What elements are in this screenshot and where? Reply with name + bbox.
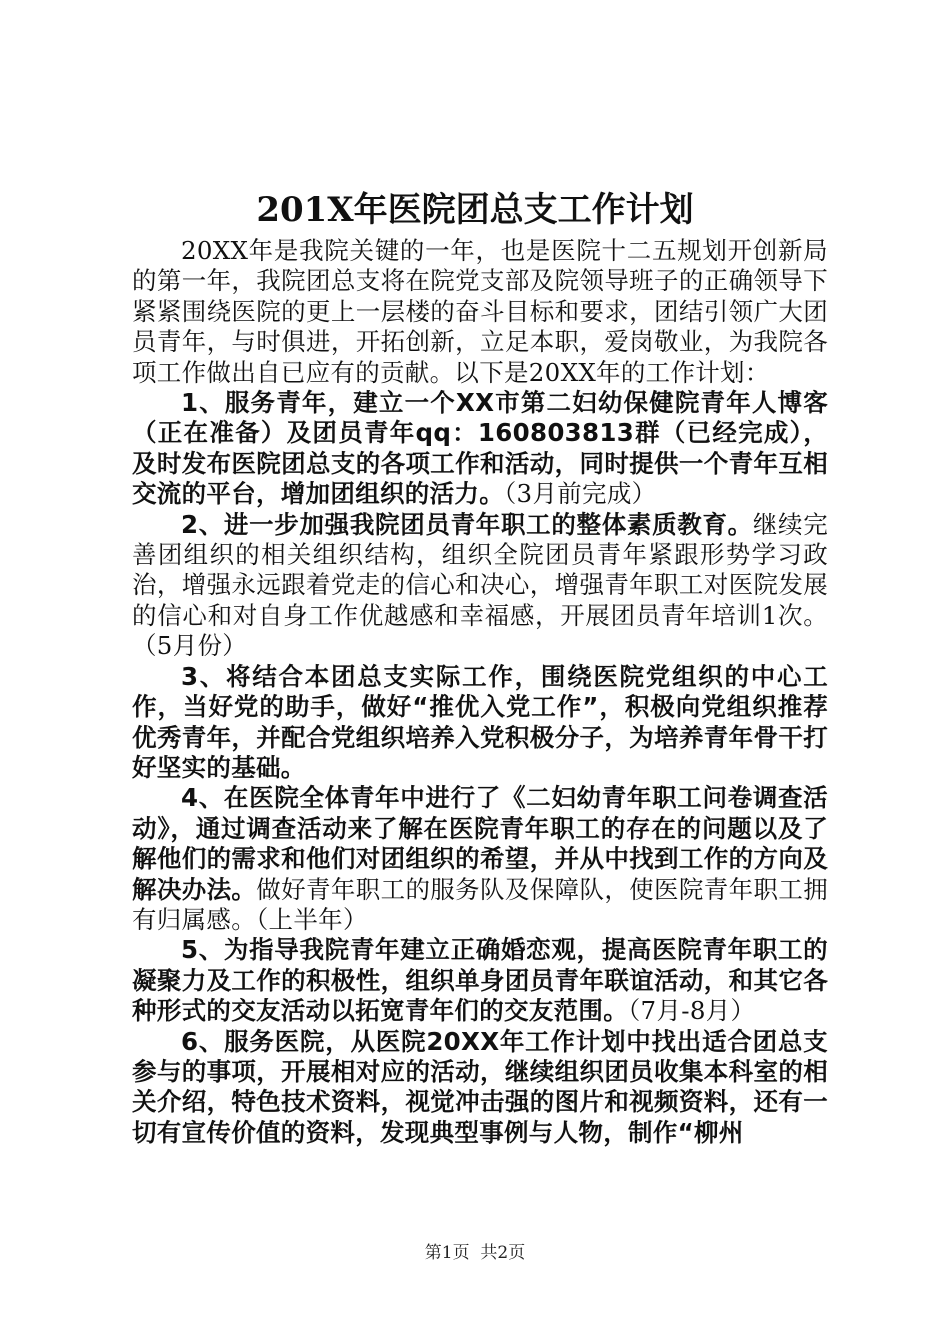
plan-item-2 xyxy=(132,510,828,662)
page-footer xyxy=(0,1241,950,1265)
paragraph-text: （7月-8月） xyxy=(628,996,756,1026)
paragraph-emphasis: 3、将结合本团总支实际工作，围绕医院党组织的中心工作，当好党的助手，做好“推优入党工作”，积极向党组织推荐优秀青年，并配合党组织培养入党积极分子，为培养青年骨干打好坚实的基础。 xyxy=(132,661,828,782)
intro-paragraph xyxy=(132,236,828,388)
plan-item-6 xyxy=(132,1027,828,1149)
plan-item-1 xyxy=(132,388,828,510)
paragraph-text: 做好青年职工的服务队及保障队，使医院青年职工拥有归属感。（上半年） xyxy=(132,874,828,934)
plan-item-3 xyxy=(132,662,828,784)
paragraph-text: 20XX年是我院关键的一年，也是医院十二五规划开创新局的第一年，我院团总支将在院党支部及院领导班子的正确领导下紧紧围绕医院的更上一层楼的奋斗目标和要求，团结引领广大团员青年，与时俱进，开拓创新，立足本职，爱岗敬业，为我院各项工作做出自已应有的贡献。以下是20XX年的工作计划： xyxy=(132,236,828,387)
paragraph-emphasis: 4、在医院全体青年中进行了《二妇幼青年职工问卷调查活动》，通过调查活动来了解在医院青年职工的存在的问题以及了解他们的需求和他们对团组织的希望，并从中找到工作的方向及解决办法。 xyxy=(132,783,828,904)
paragraph-emphasis: 2、进一步加强我院团员青年职工的整体素质教育。 xyxy=(181,509,753,539)
paragraph-emphasis: 1、服务青年，建立一个XX市第二妇幼保健院青年人博客（正在准备）及团员青年qq：160803813群（已经完成），及时发布医院团总支的各项工作和活动，同时提供一个青年互相交流的平台，增加团组织的活力。 xyxy=(132,388,828,509)
page-number: 第1页 xyxy=(424,1243,470,1263)
paragraph-emphasis: 5、为指导我院青年建立正确婚恋观，提高医院青年职工的凝聚力及工作的积极性，组织单身团员青年联谊活动，和其它各种形式的交友活动以拓宽青年们的交友范围。 xyxy=(132,935,828,1026)
plan-item-5 xyxy=(132,935,828,1026)
document-body xyxy=(132,236,828,1148)
plan-item-4 xyxy=(132,783,828,935)
paragraph-text: （3月前完成） xyxy=(504,479,657,509)
document-title: 201X年医院团总支工作计划 xyxy=(256,190,694,230)
page-total: 共2页 xyxy=(480,1243,526,1263)
paragraph-emphasis: 6、服务医院，从医院20XX年工作计划中找出适合团总支参与的事项，开展相对应的活动，继续组织团员收集本科室的相关介绍，特色技术资料，视觉冲击强的图片和视频资料，还有一切有宣传价值的资料，发现典型事例与人物，制作“柳州 xyxy=(132,1026,828,1147)
paragraph-text: 继续完善团组织的相关组织结构，组织全院团员青年紧跟形势学习政治，增强永远跟着党走的信心和决心，增强青年职工对医院发展的信心和对自身工作优越感和幸福感，开展团员青年培训1次。（5月份） xyxy=(132,509,828,661)
